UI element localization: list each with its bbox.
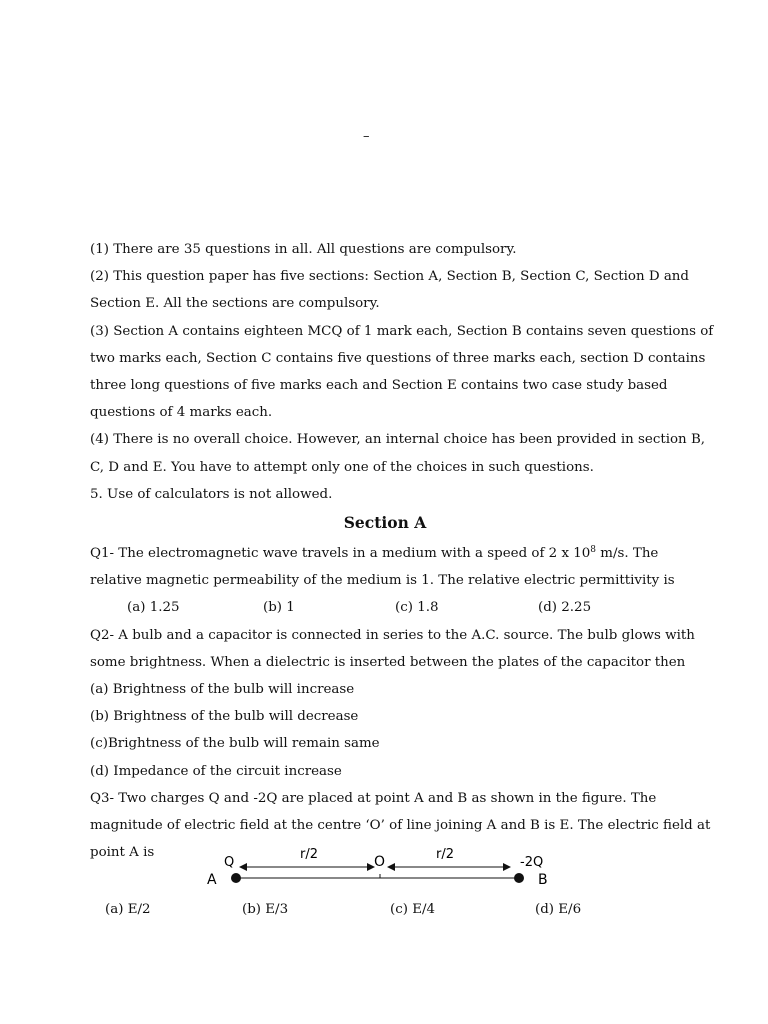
distance-left-label: r/2 — [300, 847, 318, 862]
instruction-line: two marks each, Section C contains five questions of three marks each, section D contains — [90, 350, 706, 366]
instruction-line: (1) There are 35 questions in all. All questions are compulsory. — [90, 242, 517, 257]
distance-right-label: r/2 — [436, 847, 454, 862]
point-b-label: B — [538, 872, 548, 888]
q1-option-d: (d) 2.25 — [538, 600, 592, 616]
q3-option-d: (d) E/6 — [535, 902, 582, 917]
charges-figure — [190, 840, 570, 896]
charge-2q-label: -2Q — [520, 855, 544, 870]
instruction-line: Section E. All the sections are compulsory. — [90, 296, 380, 312]
section-title: Section A — [343, 513, 427, 532]
q1-option-a: (a) 1.25 — [127, 600, 180, 616]
q1-option-b: (b) 1 — [263, 600, 295, 616]
charge-q-label: Q — [224, 855, 235, 870]
point-b-dot — [514, 873, 524, 883]
q3-option-b: (b) E/3 — [242, 902, 289, 917]
instruction-line: (2) This question paper has five sections: Section A, Section B, Section C, Section D and — [90, 269, 690, 285]
q2-option-b: (b) Brightness of the bulb will decrease — [90, 709, 359, 725]
instruction-line: (3) Section A contains eighteen MCQ of 1 mark each, Section B contains seven questions of — [90, 323, 714, 339]
q1-line-2: relative magnetic permeability of the medium is 1. The relative electric permittivity is — [90, 573, 675, 589]
q2-option-d: (d) Impedance of the circuit increase — [90, 763, 342, 779]
q1-options — [90, 594, 680, 621]
q3-option-c: (c) E/4 — [390, 902, 436, 917]
q3-options — [0, 896, 768, 923]
center-o-label: O — [374, 854, 386, 870]
q3-line: Q3- Two charges Q and -2Q are placed at point A and B as shown in the figure. The — [90, 790, 657, 806]
instruction-line: C, D and E. You have to attempt only one of the choices in such questions. — [90, 459, 594, 475]
header-dash: – — [363, 129, 370, 144]
q2-line: Q2- A bulb and a capacitor is connected in series to the A.C. source. The bulb glows with — [90, 627, 695, 643]
q2-option-c: (c)Brightness of the bulb will remain same — [90, 736, 380, 752]
q3-line: magnitude of electric field at the centre ‘O’ of line joining A and B is E. The electric field at — [90, 817, 711, 833]
instruction-line: questions of 4 marks each. — [90, 405, 273, 421]
instruction-line: three long questions of five marks each and Section E contains two case study based — [90, 377, 668, 393]
q3-line: point A is — [90, 845, 155, 861]
instruction-line: 5. Use of calculators is not allowed. — [90, 486, 333, 502]
q1-text-post: m/s. The — [596, 546, 659, 561]
point-a-label: A — [207, 872, 217, 888]
q1-line-1 — [90, 540, 680, 567]
instruction-line: (4) There is no overall choice. However, an internal choice has been provided in section B, — [90, 432, 706, 448]
q2-line: some brightness. When a dielectric is inserted between the plates of the capacitor then — [90, 654, 686, 670]
q2-option-a: (a) Brightness of the bulb will increase — [90, 681, 355, 697]
q1-exponent: 8 — [590, 545, 597, 555]
q3-option-a: (a) E/2 — [105, 902, 151, 917]
q1-text-pre: Q1- The electromagnetic wave travels in a medium with a speed of 2 x 10 — [90, 546, 591, 561]
q1-option-c: (c) 1.8 — [395, 600, 439, 616]
point-a-dot — [231, 873, 241, 883]
questions — [90, 540, 711, 866]
